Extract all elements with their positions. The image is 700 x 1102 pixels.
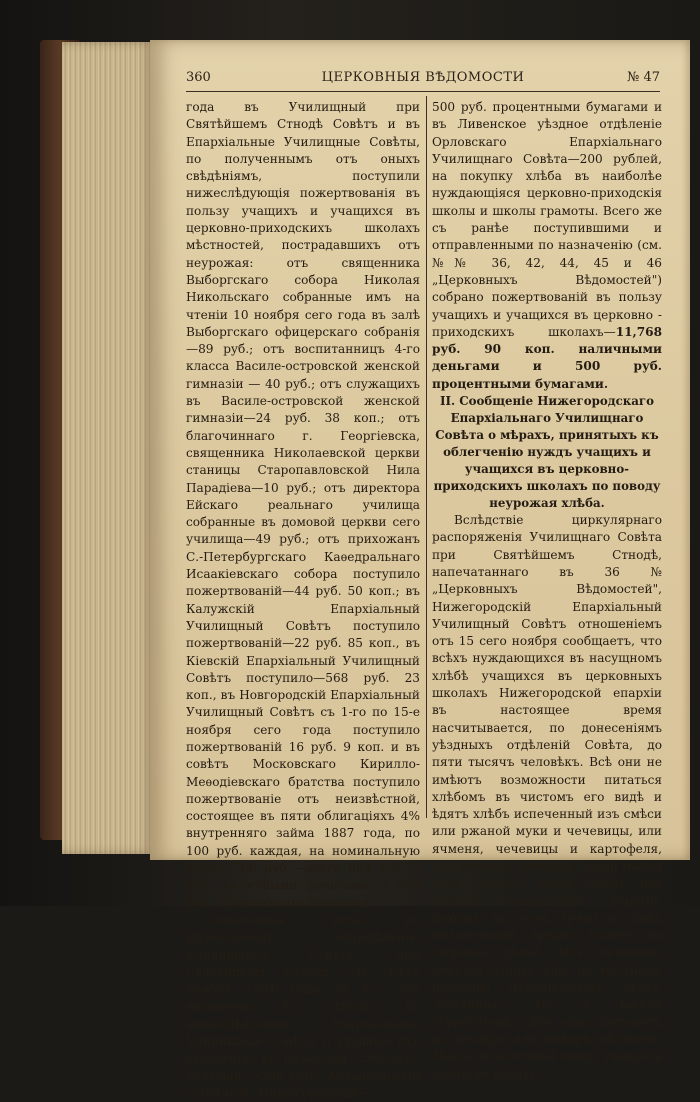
right-paragraph-2: Вслѣдствіе циркулярнаго распоряженія Училищнаго Совѣта при Святѣйшемъ Стнодѣ, напечатаннаго въ 36 № „Церковныхъ Вѣдомостей", Нижегородскій Епархіальный Училищный Совѣтъ отношеніемъ отъ 15 сего ноября сообщаетъ, что всѣхъ нуждающихся въ насущномъ хлѣбѣ учащихся въ церковныхъ школахъ Нижегородской епархіи въ настоящее время насчитывается, по донесеніямъ уѣздныхъ отдѣленій Совѣта, до пяти тысячъ человѣкъ. Всѣ они не имѣютъ возможности питаться хлѣбомъ въ чистомъ его видѣ и ѣдятъ хлѣбъ испеченный изъ смѣси или ржаной муки и чечевицы, или ячменя, чечевицы и картофеля, или ячменя, лебеды и самой малой доли ржаной муки. Хлѣбъ изъ лебеды совершенно черный, похожъ на комъ грязи и, какъ питательный, вредно вліяетъ на здоровье дѣтей. Изъ чечевицы пекутся блины, или, по мѣстному названію Лукояновскаго уѣзда, „ботаница". Но я такихъ суррогатовъ хлѣба едва достанетъ до декабря или января мѣсяцевъ. Масла и молочной пищи учащіеся почти не видятъ. <box>432 513 662 1081</box>
journal-title: ЦЕРКОВНЫЯ ВѢДОМОСТИ <box>321 70 525 85</box>
header-rule <box>186 91 660 92</box>
left-paragraph-1: года въ Училищный при Святѣйшемъ Стнодѣ Совѣтъ и въ Епархіальные Училищные Совѣты, по полученнымъ отъ оныхъ свѣдѣніямъ, поступили нижеслѣдующія пожертвованія въ пользу учащихъ и учащихся въ церковно-приходскихъ школахъ мѣстностей, пострадавшихъ отъ неурожая: отъ священника Выборгскаго собора Николая Никольскаго собранные имъ на чтеніи 10 ноября сего года въ залѣ Выборгскаго офицерскаго собранія—89 руб.; отъ воспитанницъ 4-го класса Василе-островской женской гимназіи — 40 руб.; отъ служащихъ въ Василе-островской женской гимназіи—24 руб. 38 коп.; отъ благочиннаго г. Георгіевска, священника Николаевской церкви станицы Старопавловской Нила Парадіева—10 руб.; отъ директора Ейскаго реальнаго училища собранные въ домовой церкви сего училища—49 руб.; отъ прихожанъ С.-Петербургскаго Каѳедральнаго Исаакіевскаго собора поступило пожертвованій—44 руб. 50 коп.; въ Калужскій Епархіальный Училищный Совѣтъ поступило пожертвованій—22 руб. 85 коп., въ Кіевскій Епархіальный Училищный Совѣтъ поступило—568 руб. 23 коп., въ Новгородскій Епархіальный Училищный Совѣтъ съ 1-го по 15-е ноября сего года поступило пожертвованій 16 руб. 9 коп. и въ совѣтъ Московскаго Кирилло-Меѳодіевскаго братства поступило пожертвованіе отъ неизвѣстной, состоящее въ пяти облигаціяхъ 4% внутренняго займа 1887 года, по 100 руб. каждая, на номинальную сумму 500 руб.,—всего 864 руб. 5 коп. наличными деньгами и 500 руб. процентными бумагами. <box>186 100 420 910</box>
page-edges <box>62 42 154 854</box>
page-number: 360 <box>186 70 211 85</box>
right-paragraph-1 <box>432 99 662 393</box>
left-column <box>186 99 420 1102</box>
right-paragraph-1-text: 500 руб. процентными бумагами и въ Ливенское уѣздное отдѣленіе Орловскаго Епархіальнаго Училищнаго Совѣта—200 рублей, на покупку хлѣба въ наиболѣе нуждающіяся церковно-приходскія школы и школы грамоты. Всего же съ ранѣе поступившими и отправленными по назначенію (см. №№ 36, 42, 44, 45 и 46 „Церковныхъ Вѣдомостей") собрано пожертвованій въ пользу учащихъ и учащихся въ церковно - приходскихъ школахъ— <box>432 100 662 339</box>
column-divider <box>426 96 427 818</box>
issue-number: № 47 <box>627 70 660 85</box>
page-header <box>186 67 660 89</box>
right-column <box>432 99 662 1083</box>
left-paragraph-2: Означенная сумма по журнальному опредѣленію Училищнаго Совѣта при Святѣйшемъ Стнодѣ отъ 19-го ноября 1891 года за № 206 назначена къ отпуску въ нижеслѣдующіе Епархіальные Училищные Совѣты и уѣздныя ихъ отдѣленія: въ Рязанскій—200 руб., Тульскій —200 руб., Архангельскій—264 руб., Нижегородскій— <box>186 912 420 1100</box>
section-heading: II. Сообщеніе Нижегородскаго Епархіальнаго Училищнаго Совѣта о мѣрахъ, принятыхъ къ облегченію нуждъ учащихъ и учащихся въ церковно-приходскихъ школахъ по поводу неурожая хлѣба. <box>433 394 661 511</box>
total-sum: 11,768 руб. 90 коп. наличными деньгами и 500 руб. процентными бумагами. <box>432 324 662 391</box>
